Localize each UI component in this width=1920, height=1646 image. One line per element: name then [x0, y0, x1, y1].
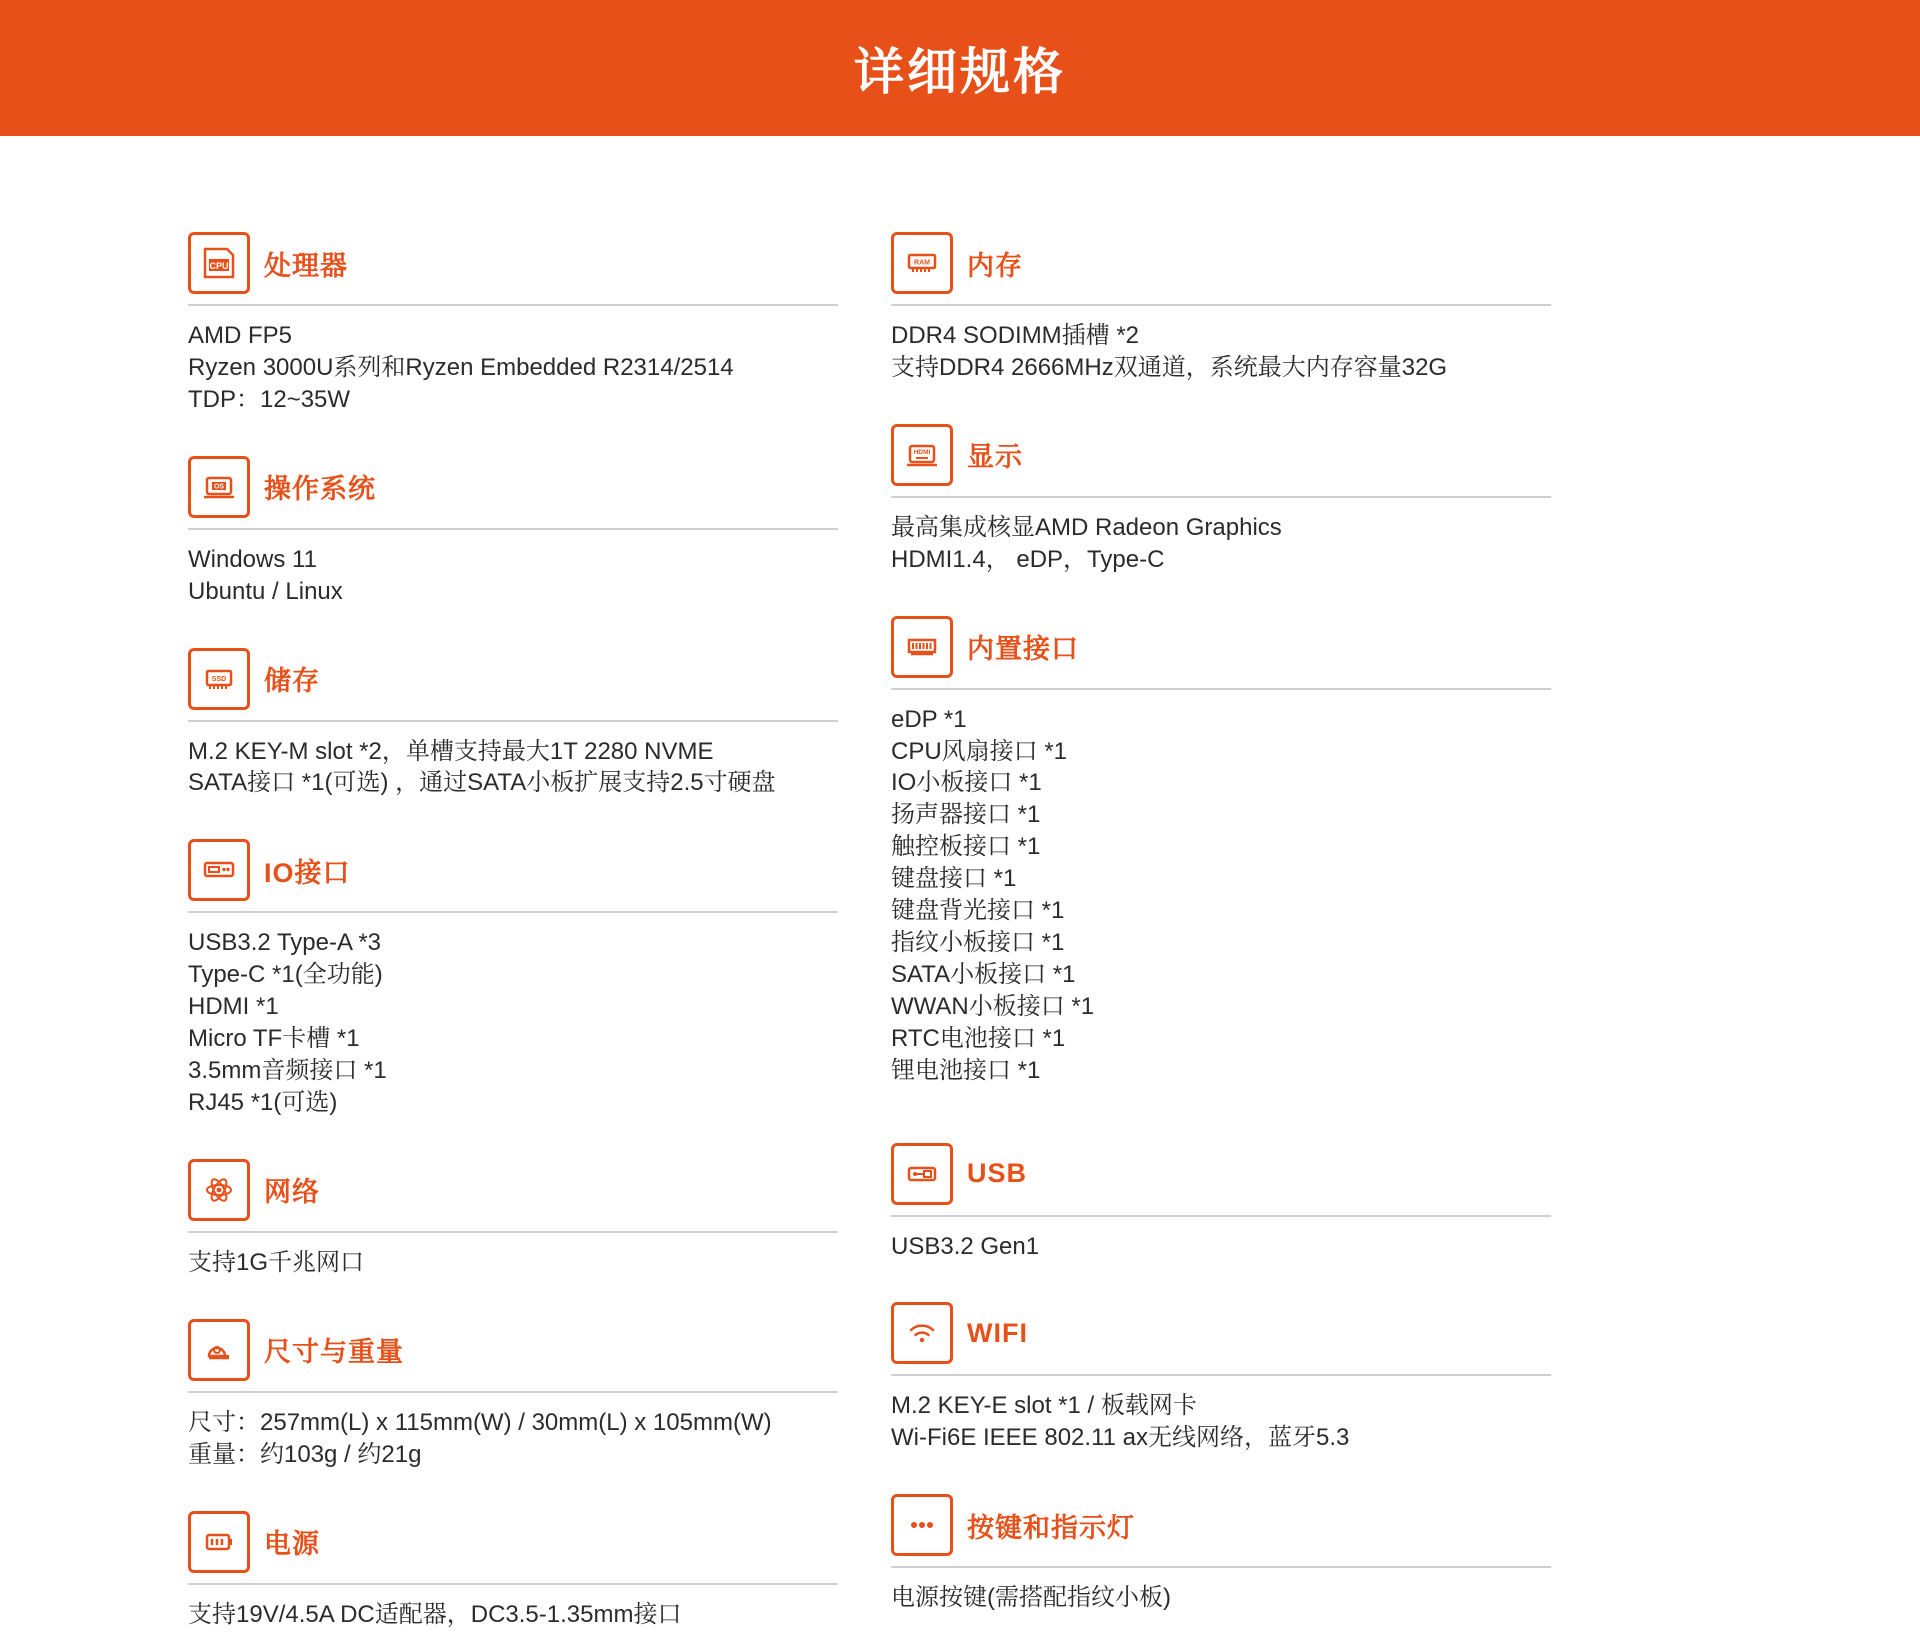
section-header	[891, 232, 1800, 300]
section-body	[188, 736, 860, 800]
right-column	[890, 232, 1920, 1646]
divider	[188, 528, 838, 530]
section-header	[891, 1302, 1800, 1370]
section-header	[188, 1511, 860, 1579]
divider	[188, 1391, 838, 1393]
divider	[891, 496, 1551, 498]
buttons-indicator-icon	[891, 1494, 953, 1556]
display-hdmi-icon	[891, 424, 953, 486]
svg-text:CPU: CPU	[209, 261, 229, 271]
section-title: IO接口	[264, 857, 351, 888]
divider	[188, 911, 838, 913]
spec-line: TDP：12~35W	[188, 385, 351, 413]
section-title: 尺寸与重量	[264, 1337, 404, 1368]
section-header	[188, 232, 860, 300]
network-atom-icon	[188, 1159, 250, 1221]
section-body	[188, 1599, 860, 1631]
spec-line: Ubuntu / Linux	[188, 577, 343, 605]
spec-line: 支持19V/4.5A DC适配器，DC3.5-1.35mm接口	[188, 1600, 682, 1628]
section-body	[188, 544, 860, 608]
power-battery-icon	[188, 1511, 250, 1573]
section-title: 内存	[967, 250, 1023, 281]
spec-line: USB3.2 Type-A *3	[188, 929, 382, 957]
spec-line: eDP *1	[891, 705, 967, 733]
spec-line: Wi-Fi6E IEEE 802.11 ax无线网络，蓝牙5.3	[891, 1424, 1350, 1452]
section-body	[891, 1231, 1800, 1263]
divider	[891, 688, 1551, 690]
section-header	[188, 648, 860, 716]
usb-icon	[891, 1143, 953, 1205]
section-storage	[188, 648, 860, 800]
section-network	[188, 1159, 860, 1279]
spec-line: IO小板接口 *1	[891, 769, 1042, 797]
divider	[188, 1231, 838, 1233]
page-title: 详细规格	[854, 44, 1066, 100]
section-power	[188, 1511, 860, 1631]
spec-line: DDR4 SODIMM插槽 *2	[891, 322, 1140, 349]
section-body	[188, 1407, 860, 1471]
spec-line: M.2 KEY-E slot *1 / 板载网卡	[891, 1392, 1197, 1420]
spec-line: CPU风扇接口 *1	[891, 737, 1068, 765]
section-io	[188, 839, 860, 1118]
io-port-icon	[188, 839, 250, 901]
spec-line: 键盘背光接口 *1	[891, 897, 1065, 925]
section-title: 网络	[264, 1177, 320, 1208]
spec-line: RJ45 *1(可选)	[188, 1088, 338, 1116]
spec-line: HDMI *1	[188, 993, 279, 1021]
spec-line: 尺寸：257mm(L) x 115mm(W) / 30mm(L) x 105mm(W)	[188, 1408, 772, 1436]
section-dimensions	[188, 1319, 860, 1471]
section-body	[188, 927, 860, 1118]
section-cpu	[188, 232, 860, 416]
section-os	[188, 456, 860, 608]
spec-line: 最高集成核显AMD Radeon Graphics	[891, 513, 1282, 541]
spec-line: 电源按键(需搭配指纹小板)	[891, 1584, 1171, 1612]
divider	[188, 720, 838, 722]
section-body	[891, 512, 1800, 576]
divider	[891, 1566, 1551, 1568]
spec-line: AMD FP5	[188, 322, 293, 349]
section-title: WIFI	[967, 1317, 1028, 1348]
ram-icon	[891, 232, 953, 294]
section-header	[891, 424, 1800, 492]
spec-line: 指纹小板接口 *1	[891, 928, 1065, 956]
section-header	[188, 1159, 860, 1227]
spec-line: 扬声器接口 *1	[891, 801, 1041, 829]
left-column	[0, 232, 890, 1646]
svg-text:SSD: SSD	[211, 675, 227, 683]
section-display	[891, 424, 1800, 576]
section-title: 储存	[264, 666, 320, 697]
spec-line: Micro TF卡槽 *1	[188, 1025, 360, 1053]
spec-line: HDMI1.4， eDP，Type-C	[891, 545, 1165, 573]
spec-line: 支持DDR4 2666MHz双通道，系统最大内存容量32G	[891, 353, 1448, 381]
svg-text:RAM: RAM	[914, 259, 930, 267]
section-body	[188, 1247, 860, 1279]
spec-line: Windows 11	[188, 545, 317, 573]
spec-line: 键盘接口 *1	[891, 865, 1017, 893]
internal-connector-icon	[891, 616, 953, 678]
section-body	[188, 320, 860, 416]
section-body	[891, 1582, 1800, 1614]
spec-line: Type-C *1(全功能)	[188, 961, 383, 989]
section-body	[891, 704, 1800, 1087]
section-header	[188, 456, 860, 524]
section-header	[188, 839, 860, 907]
spec-line: RTC电池接口 *1	[891, 1024, 1066, 1052]
section-internal-connectors	[891, 616, 1800, 1087]
section-header	[891, 1494, 1800, 1562]
divider	[891, 304, 1551, 306]
spec-line: 支持1G千兆网口	[188, 1248, 365, 1276]
spec-line: WWAN小板接口 *1	[891, 992, 1095, 1020]
divider	[188, 304, 838, 306]
section-title: 内置接口	[967, 634, 1079, 665]
ssd-icon	[188, 648, 250, 710]
spec-line: Ryzen 3000U系列和Ryzen Embedded R2314/2514	[188, 353, 734, 381]
spec-line: 锂电池接口 *1	[891, 1056, 1041, 1084]
section-header	[891, 616, 1800, 684]
section-header	[188, 1319, 860, 1387]
section-title: 按键和指示灯	[967, 1512, 1135, 1543]
spec-line: 3.5mm音频接口 *1	[188, 1056, 387, 1084]
os-laptop-icon	[188, 456, 250, 518]
spec-line: M.2 KEY-M slot *2，单槽支持最大1T 2280 NVME	[188, 737, 714, 765]
spec-line: SATA接口 *1(可选) ，通过SATA小板扩展支持2.5寸硬盘	[188, 769, 776, 797]
section-title: 操作系统	[264, 474, 376, 505]
section-body	[891, 320, 1800, 384]
wifi-icon	[891, 1302, 953, 1364]
spec-line: 重量：约103g / 约21g	[188, 1440, 422, 1468]
spec-columns	[0, 232, 1920, 1646]
section-memory	[891, 232, 1800, 384]
spec-line: SATA小板接口 *1	[891, 960, 1076, 988]
section-title: 处理器	[264, 250, 348, 281]
divider	[188, 1583, 838, 1585]
svg-text:HDMI: HDMI	[913, 448, 931, 456]
spec-line: USB3.2 Gen1	[891, 1232, 1040, 1260]
section-header	[891, 1143, 1800, 1211]
spec-line: 触控板接口 *1	[891, 833, 1041, 861]
tape-measure-icon	[188, 1319, 250, 1381]
svg-text:OS: OS	[213, 483, 225, 491]
section-title: USB	[967, 1158, 1028, 1188]
divider	[891, 1374, 1551, 1376]
section-buttons-indicators	[891, 1494, 1800, 1614]
section-wifi	[891, 1302, 1800, 1454]
section-body	[891, 1390, 1800, 1454]
section-title: 显示	[967, 442, 1023, 473]
section-usb	[891, 1143, 1800, 1263]
divider	[891, 1215, 1551, 1217]
page-header	[0, 0, 1920, 136]
cpu-icon	[188, 232, 250, 294]
section-title: 电源	[264, 1529, 320, 1559]
